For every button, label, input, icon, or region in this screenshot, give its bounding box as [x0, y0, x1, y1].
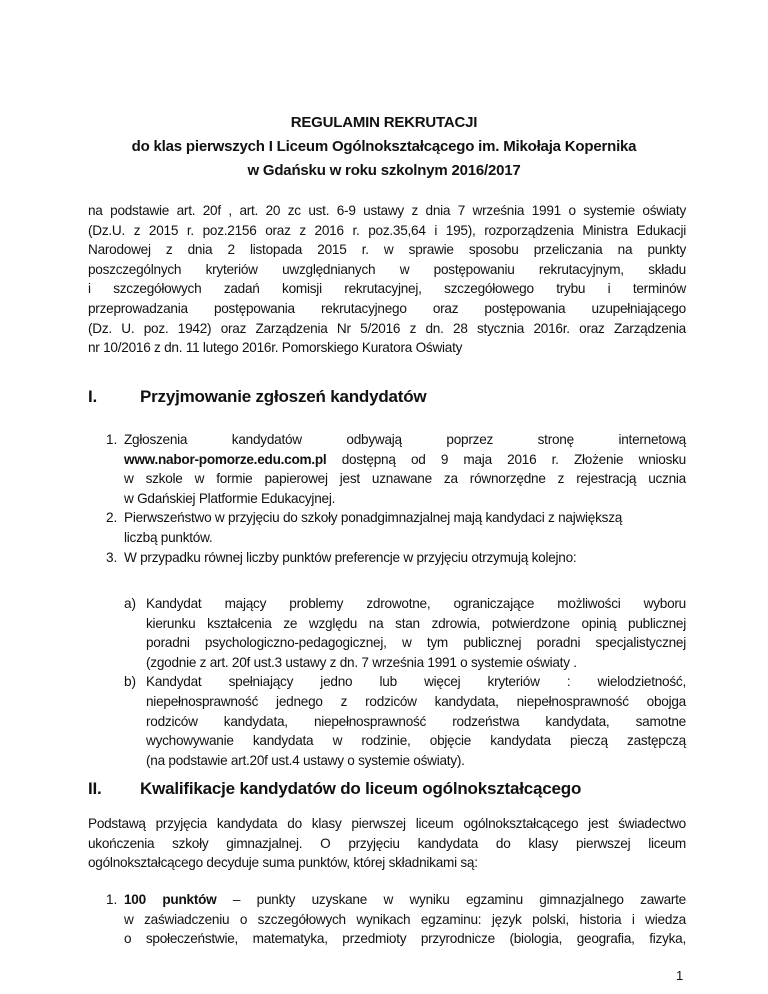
line-text: Kandydat mający problemy zdrowotne, ograniczające możliwości wyboru	[146, 596, 686, 611]
section-1-sublist	[124, 594, 686, 770]
section-title: Przyjmowanie zgłoszeń kandydatów	[140, 387, 427, 406]
title-line: w Gdańsku w roku szkolnym 2016/2017	[247, 162, 521, 179]
section-number: I.	[88, 387, 98, 406]
section-1-list	[106, 430, 686, 567]
line-text: w szkole w formie papierowej jest uznawane za równorzędne z rejestracją ucznia	[124, 471, 686, 487]
line-text: poradni psychologiczno-pedagogicznej, w tym publicznej poradni specjalistycznej	[146, 635, 686, 651]
text-line	[146, 672, 686, 692]
bold-text: 100 punktów	[124, 892, 217, 907]
text-line	[88, 834, 686, 854]
line-text: W przypadku równej liczby punktów preferencje w przyjęciu otrzymują kolejno:	[124, 549, 577, 565]
text-line	[124, 528, 686, 548]
section-2-list	[106, 890, 686, 949]
list-item	[124, 594, 686, 672]
section-1-heading	[88, 386, 688, 408]
line-text: Kandydat spełniający jedno lub więcej kryteriów : wielodzietność,	[146, 674, 686, 690]
text-line	[124, 430, 686, 450]
line-text: ogólnokształcącego decyduje suma punktów, której składnikami są:	[88, 855, 478, 871]
section-number: II.	[88, 779, 102, 798]
text-line	[88, 814, 686, 834]
text-line: (Dz. U. poz. 1942) oraz Zarządzenia Nr 5/2016 z dn. 28 stycznia 2016r. oraz Zarządzenia	[88, 320, 686, 336]
text-line	[146, 692, 686, 712]
text-line	[124, 450, 686, 470]
line-text: wychowywanie kandydata w rodzinie, objęcie kandydata pieczą zastępczą	[146, 733, 686, 749]
line-text: liczbą punktów.	[124, 529, 213, 545]
line-text: w Gdańskiej Platformie Edukacyjnej.	[124, 490, 336, 506]
text-line	[124, 489, 686, 509]
line-text: o społeczeństwie, matematyka, przedmioty przyrodnicze (biologia, geografia, fizyka,	[124, 931, 686, 947]
intro-paragraph	[88, 201, 686, 358]
line-text: kierunku kształcenia ze względu na stan zdrowia, potwierdzone opinią publicznej	[146, 615, 686, 631]
line-text: (na podstawie art.20f ust.4 ustawy o systemie oświaty).	[146, 752, 465, 768]
text-line: na podstawie art. 20f , art. 20 zc ust. 6-9 ustawy z dnia 7 września 1991 o systemie oświaty	[88, 203, 686, 218]
line-text: w zaświadczeniu o szczegółowych wynikach egzaminu: język polski, historia i wiedza	[124, 911, 686, 927]
text-line: i szczegółowych zadań komisji rekrutacyjnej, szczegółowego trybu i terminów	[88, 281, 686, 297]
document-title	[0, 111, 768, 183]
line-text: – punkty uzyskane w wyniku egzaminu gimnazjalnego zawarte	[216, 892, 686, 907]
section-2-heading	[88, 778, 688, 800]
text-line	[146, 653, 686, 673]
list-marker: 1.	[106, 892, 118, 907]
text-line	[124, 910, 686, 930]
list-marker: a)	[124, 596, 137, 611]
text-line	[146, 633, 686, 653]
line-text: ukończenia szkoły gimnazjalnej. O przyjęciu kandydata do klasy pierwszej liceum	[88, 835, 686, 851]
list-item	[106, 890, 686, 949]
bold-text: www.nabor-pomorze.edu.com.pl	[124, 451, 327, 467]
text-line	[124, 929, 686, 949]
list-item	[106, 430, 686, 508]
line-text: Pierwszeństwo w przyjęciu do szkoły ponadgimnazjalnej mają kandydaci z największą	[124, 510, 623, 526]
section-2-paragraph	[88, 814, 686, 873]
line-text: Zgłoszenia kandydatów odbywają poprzez stronę internetową	[124, 432, 686, 447]
list-marker: 1.	[106, 432, 118, 447]
text-line	[146, 712, 686, 732]
list-marker: b)	[124, 674, 137, 690]
title-line: REGULAMIN REKRUTACJI	[290, 114, 478, 131]
list-marker: 2.	[106, 510, 118, 526]
text-line	[146, 614, 686, 634]
text-line	[124, 548, 686, 568]
text-line: nr 10/2016 z dn. 11 lutego 2016r. Pomorskiego Kuratora Oświaty	[88, 340, 463, 356]
text-line	[146, 751, 686, 771]
list-marker: 3.	[106, 549, 118, 565]
line-text: niepełnosprawność jednego z rodziców kandydata, niepełnosprawność obojga	[146, 693, 686, 709]
text-line	[124, 469, 686, 489]
list-item	[106, 508, 686, 547]
text-line	[146, 731, 686, 751]
line-text: Podstawą przyjęcia kandydata do klasy pierwszej liceum ogólnokształcącego jest świadectwo	[88, 816, 686, 831]
line-text: (zgodnie z art. 20f ust.3 ustawy z dn. 7 września 1991 o systemie oświaty .	[146, 654, 577, 670]
text-line	[124, 890, 686, 910]
list-item	[124, 672, 686, 770]
page-number: 1	[676, 968, 684, 983]
text-line: Narodowej z dnia 2 listopada 2015 r. w sprawie sposobu przeliczania na punkty	[88, 242, 686, 258]
list-item	[106, 548, 686, 568]
text-line: (Dz.U. z 2015 r. poz.2156 oraz z 2016 r. poz.35,64 i 195), rozporządzenia Ministra Edukacji	[88, 222, 686, 238]
title-line: do klas pierwszych I Liceum Ogólnokształcącego im. Mikołaja Kopernika	[131, 138, 637, 155]
line-text: rodziców kandydata, niepełnosprawność rodzeństwa kandydata, samotne	[146, 713, 686, 729]
text-line: przeprowadzania postępowania rekrutacyjnego oraz postępowania uzupełniającego	[88, 300, 686, 316]
section-title: Kwalifikacje kandydatów do liceum ogólnokształcącego	[140, 779, 582, 798]
text-line: poszczególnych kryteriów uwzględnianych w postępowaniu rekrutacyjnym, składu	[88, 261, 686, 277]
text-line	[88, 853, 686, 873]
text-line	[146, 594, 686, 614]
line-text: dostępną od 9 maja 2016 r. Złożenie wniosku	[326, 451, 686, 467]
text-line	[124, 508, 686, 528]
